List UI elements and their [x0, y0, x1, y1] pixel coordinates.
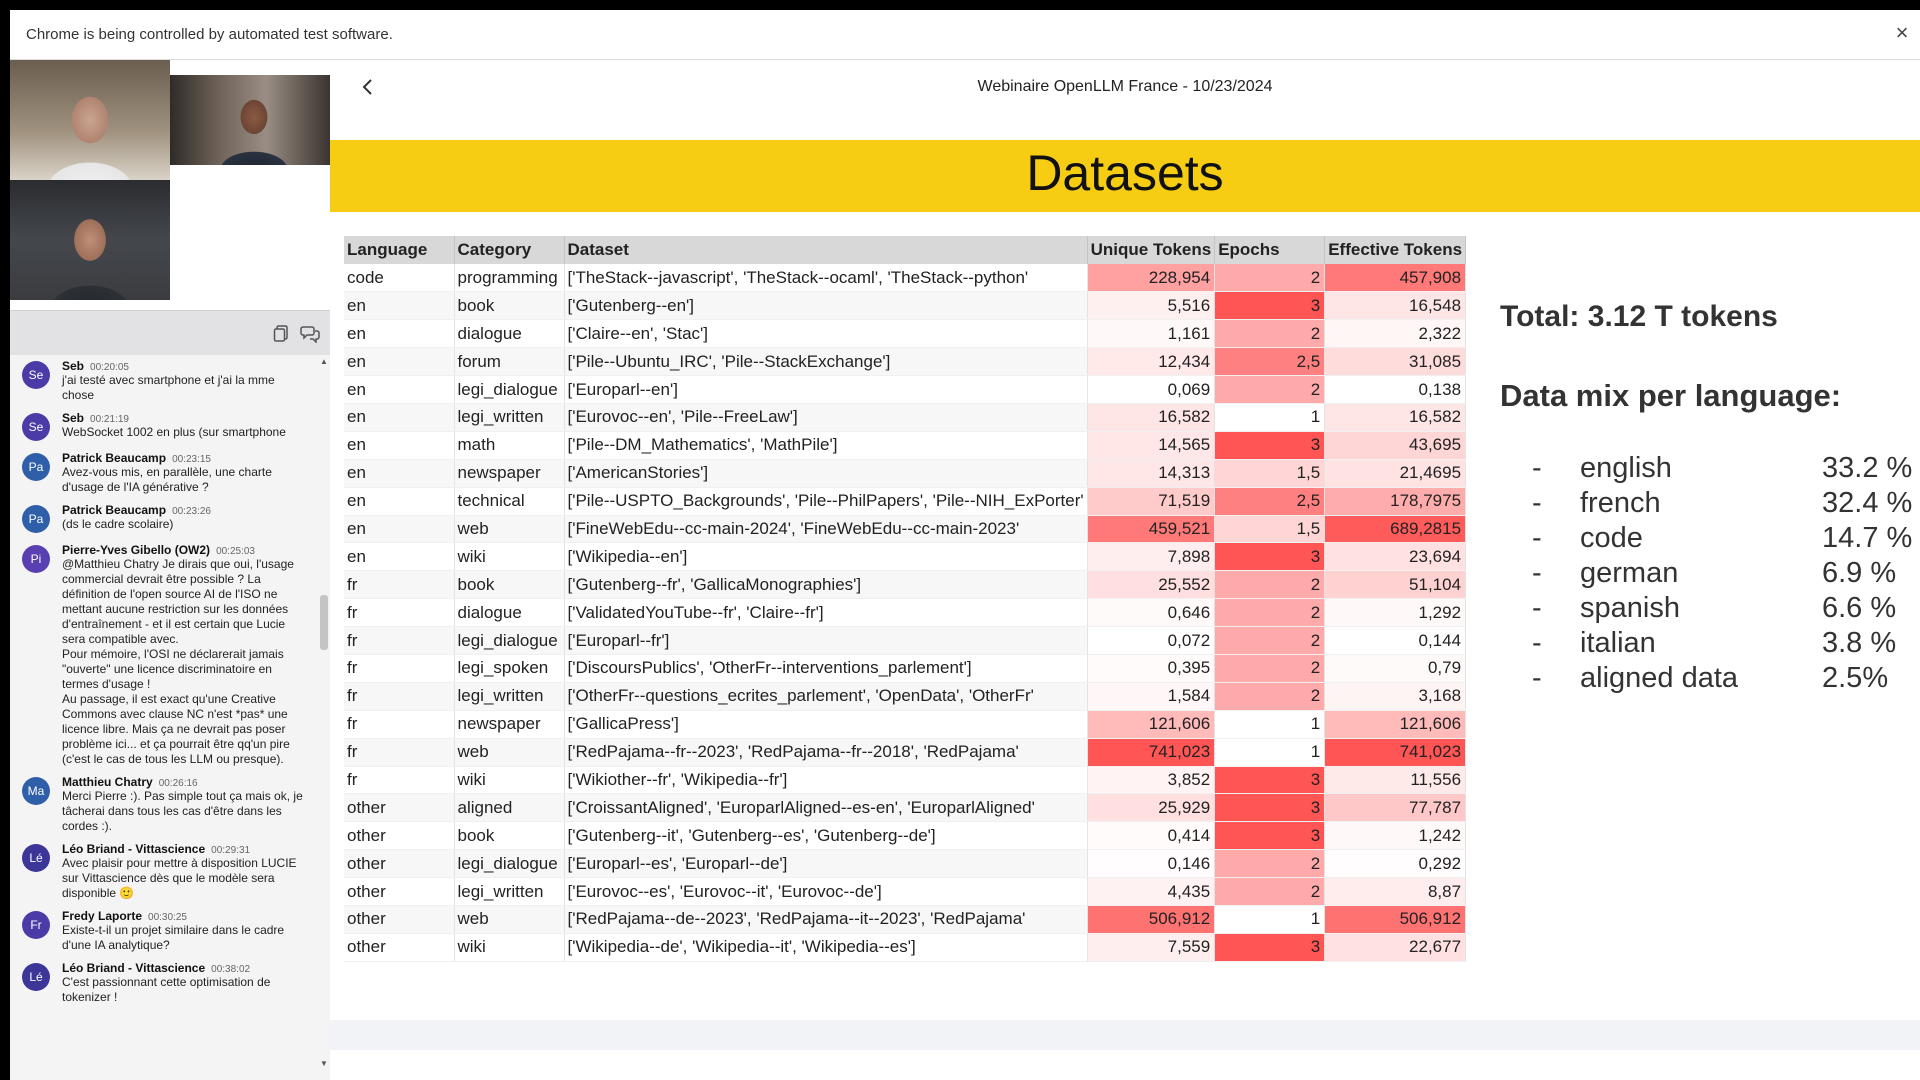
message-text: Merci Pierre :). Pas simple tout ça mais ok, je tâcherai dans tous les cas d'être dans les cordes :). [62, 789, 307, 833]
bullet-dash: - [1532, 662, 1542, 694]
table-row [344, 933, 1466, 961]
mix-percentage: 6.6 % [1822, 592, 1897, 624]
data-mix-list [1500, 452, 1920, 697]
cell-unique-tokens: 459,521 [1087, 515, 1215, 543]
message-author: Matthieu Chatry [62, 775, 153, 789]
cell-category: legi_dialogue [454, 850, 564, 878]
message-timestamp: 00:29:31 [211, 845, 251, 856]
data-mix-item [1500, 557, 1920, 592]
chat-message [10, 957, 320, 1009]
cell-effective-tokens: 77,787 [1325, 794, 1466, 822]
message-author: Léo Briand - Vittascience [62, 961, 206, 975]
cell-epochs: 1 [1215, 905, 1325, 933]
chat-toolbar [10, 310, 330, 355]
bullet-dash: - [1532, 487, 1542, 519]
table-row [344, 710, 1466, 738]
cell-dataset: ['Gutenberg--en'] [564, 292, 1087, 320]
cell-unique-tokens: 0,072 [1087, 627, 1215, 655]
cell-effective-tokens: 0,79 [1325, 654, 1466, 682]
mix-language: spanish [1580, 592, 1680, 624]
cell-epochs: 2 [1215, 627, 1325, 655]
cell-language: en [344, 515, 454, 543]
cell-language: other [344, 822, 454, 850]
message-text: Existe-t-il un projet similaire dans le cadre d'une IA analytique? [62, 923, 288, 952]
cell-language: en [344, 376, 454, 404]
cell-unique-tokens: 3,852 [1087, 766, 1215, 794]
message-header [62, 909, 310, 923]
cell-language: en [344, 459, 454, 487]
mix-percentage: 6.9 % [1822, 557, 1897, 589]
message-header [62, 775, 310, 789]
cell-effective-tokens: 51,104 [1325, 571, 1466, 599]
message-author: Léo Briand - Vittascience [62, 842, 206, 856]
cell-language: other [344, 933, 454, 961]
bullet-dash: - [1532, 627, 1542, 659]
cell-category: web [454, 738, 564, 766]
cell-language: fr [344, 599, 454, 627]
cell-dataset: ['RedPajama--de--2023', 'RedPajama--it--2023', 'RedPajama' [564, 905, 1087, 933]
message-timestamp: 00:26:16 [158, 778, 198, 789]
cell-category: dialogue [454, 599, 564, 627]
cell-dataset: ['OtherFr--questions_ecrites_parlement', 'OpenData', 'OtherFr' [564, 682, 1087, 710]
infobar-text: Chrome is being controlled by automated test software. [26, 26, 393, 43]
cell-language: en [344, 403, 454, 431]
cell-effective-tokens: 16,582 [1325, 403, 1466, 431]
cell-dataset: ['Pile--USPTO_Backgrounds', 'Pile--PhilPapers', 'Pile--NIH_ExPorter' [564, 487, 1087, 515]
cell-epochs: 3 [1215, 543, 1325, 571]
table-row [344, 599, 1466, 627]
cell-epochs: 2 [1215, 376, 1325, 404]
cell-effective-tokens: 21,4695 [1325, 459, 1466, 487]
browser-window [10, 10, 1920, 1080]
cell-dataset: ['Gutenberg--fr', 'GallicaMonographies'] [564, 571, 1087, 599]
message-header [62, 961, 310, 975]
mix-language: french [1580, 487, 1661, 519]
cell-language: other [344, 794, 454, 822]
cell-unique-tokens: 506,912 [1087, 905, 1215, 933]
bullet-dash: - [1532, 592, 1542, 624]
column-header: Epochs [1215, 236, 1325, 264]
column-header: Category [454, 236, 564, 264]
message-timestamp: 00:23:15 [172, 454, 211, 465]
column-header: Dataset [564, 236, 1087, 264]
cell-effective-tokens: 1,292 [1325, 599, 1466, 627]
data-mix-item [1500, 452, 1920, 487]
table-row [344, 654, 1466, 682]
cell-effective-tokens: 0,292 [1325, 850, 1466, 878]
avatar: Se [22, 413, 50, 441]
chat-message [10, 355, 320, 407]
cell-effective-tokens: 506,912 [1325, 905, 1466, 933]
data-mix-item [1500, 487, 1920, 522]
table-row [344, 264, 1466, 292]
cell-category: book [454, 571, 564, 599]
avatar: Lé [22, 963, 50, 991]
cell-category: legi_written [454, 403, 564, 431]
message-header [62, 842, 310, 856]
cell-unique-tokens: 14,565 [1087, 431, 1215, 459]
cell-dataset: ['Pile--Ubuntu_IRC', 'Pile--StackExchange'] [564, 348, 1087, 376]
avatar: Ma [22, 777, 50, 805]
mix-percentage: 2.5% [1822, 662, 1889, 694]
scroll-down-arrow-icon[interactable]: ▼ [320, 1059, 328, 1068]
cell-epochs: 3 [1215, 933, 1325, 961]
table-row [344, 543, 1466, 571]
cell-dataset: ['FineWebEdu--cc-main-2024', 'FineWebEdu--cc-main-2023' [564, 515, 1087, 543]
table-row [344, 738, 1466, 766]
cell-category: web [454, 905, 564, 933]
table-row [344, 822, 1466, 850]
cell-unique-tokens: 7,898 [1087, 543, 1215, 571]
chat-scrollbar[interactable] [317, 355, 330, 1070]
mix-language: german [1580, 557, 1679, 589]
cell-effective-tokens: 2,322 [1325, 320, 1466, 348]
mix-language: italian [1580, 627, 1656, 659]
cell-category: math [454, 431, 564, 459]
chat-message [10, 407, 320, 447]
cell-category: aligned [454, 794, 564, 822]
cell-unique-tokens: 7,559 [1087, 933, 1215, 961]
table-row [344, 459, 1466, 487]
copy-icon[interactable] [272, 323, 292, 343]
cell-category: newspaper [454, 459, 564, 487]
cell-dataset: ['Europarl--en'] [564, 376, 1087, 404]
cell-dataset: ['Wikiother--fr', 'Wikipedia--fr'] [564, 766, 1087, 794]
cell-category: web [454, 515, 564, 543]
cell-category: legi_spoken [454, 654, 564, 682]
cell-effective-tokens: 121,606 [1325, 710, 1466, 738]
chat-message [10, 838, 320, 905]
cell-unique-tokens: 1,584 [1087, 682, 1215, 710]
cell-unique-tokens: 1,161 [1087, 320, 1215, 348]
mix-percentage: 14.7 % [1822, 522, 1913, 554]
table-row [344, 850, 1466, 878]
table-row [344, 348, 1466, 376]
cell-epochs: 1,5 [1215, 515, 1325, 543]
mix-language: aligned data [1580, 662, 1739, 694]
cell-unique-tokens: 228,954 [1087, 264, 1215, 292]
cell-effective-tokens: 31,085 [1325, 348, 1466, 376]
cell-dataset: ['Eurovoc--es', 'Eurovoc--it', 'Eurovoc--de'] [564, 878, 1087, 906]
table-row [344, 905, 1466, 933]
mix-language: code [1580, 522, 1643, 554]
cell-epochs: 2,5 [1215, 348, 1325, 376]
cell-language: fr [344, 627, 454, 655]
message-text: @Matthieu Chatry Je dirais que oui, l'usage commercial devrait être possible ? La définition de l'open source AI de l'ISO ne mettant aucune restriction sur les données d'entraînement - et il est certain que Lucie sera compatible avec. Pour mémoire, l'OSI ne déclarerait jamais "ouverte" une licence discriminatoire en termes d'usage ! Au passage, il est exact qu'une Creative Commons avec clause NC n'est *pas* une licence libre. Mais ça ne devrait pas poser problème ici... et ça pourrait être qq'un pire (c'est le cas de tous les LLM ou presque). [62, 557, 294, 766]
cell-dataset: ['Eurovoc--en', 'Pile--FreeLaw'] [564, 403, 1087, 431]
cell-language: en [344, 431, 454, 459]
cell-unique-tokens: 5,516 [1087, 292, 1215, 320]
message-timestamp: 00:20:05 [90, 362, 129, 373]
cell-category: legi_dialogue [454, 376, 564, 404]
message-text: (ds le cadre scolaire) [62, 517, 174, 531]
cell-epochs: 3 [1215, 292, 1325, 320]
cell-effective-tokens: 11,556 [1325, 766, 1466, 794]
cell-epochs: 1,5 [1215, 459, 1325, 487]
cell-category: book [454, 822, 564, 850]
table-header-row [344, 236, 1466, 264]
slide-title: Datasets [1026, 145, 1224, 201]
cell-effective-tokens: 0,138 [1325, 376, 1466, 404]
cell-category: wiki [454, 543, 564, 571]
mix-percentage: 33.2 % [1822, 452, 1913, 484]
avatar: Pa [22, 453, 50, 481]
avatar: Pi [22, 545, 50, 573]
cell-category: legi_written [454, 878, 564, 906]
cell-epochs: 1 [1215, 710, 1325, 738]
cell-effective-tokens: 3,168 [1325, 682, 1466, 710]
cell-effective-tokens: 43,695 [1325, 431, 1466, 459]
cell-epochs: 3 [1215, 794, 1325, 822]
message-text: C'est passionnant cette optimisation de tokenizer ! [62, 975, 274, 1004]
bullet-dash: - [1532, 522, 1542, 554]
message-timestamp: 00:38:02 [211, 964, 251, 975]
cell-dataset: ['Gutenberg--it', 'Gutenberg--es', 'Gutenberg--de'] [564, 822, 1087, 850]
cell-category: wiki [454, 766, 564, 794]
video-grid [10, 60, 330, 310]
chat-message [10, 499, 320, 539]
chat-message [10, 905, 320, 957]
close-icon[interactable]: × [1895, 20, 1909, 45]
cell-language: fr [344, 682, 454, 710]
video-tile[interactable] [10, 180, 170, 300]
cell-dataset: ['ValidatedYouTube--fr', 'Claire--fr'] [564, 599, 1087, 627]
message-header [62, 451, 310, 465]
chat-bubbles-icon[interactable] [300, 323, 320, 343]
cell-unique-tokens: 71,519 [1087, 487, 1215, 515]
column-header: Language [344, 236, 454, 264]
slide-bottom-strip [330, 1020, 1920, 1050]
table-row [344, 292, 1466, 320]
video-tile[interactable] [170, 75, 330, 165]
data-mix-item [1500, 522, 1920, 557]
cell-dataset: ['Wikipedia--de', 'Wikipedia--it', 'Wikipedia--es'] [564, 933, 1087, 961]
data-mix-title: Data mix per language: [1500, 378, 1842, 413]
cell-effective-tokens: 23,694 [1325, 543, 1466, 571]
cell-language: fr [344, 571, 454, 599]
cell-dataset: ['Europarl--fr'] [564, 627, 1087, 655]
cell-epochs: 2 [1215, 654, 1325, 682]
column-header: Unique Tokens [1087, 236, 1215, 264]
left-panel [10, 60, 330, 1080]
cell-dataset: ['Pile--DM_Mathematics', 'MathPile'] [564, 431, 1087, 459]
bullet-dash: - [1532, 557, 1542, 589]
cell-epochs: 2 [1215, 320, 1325, 348]
cell-epochs: 2 [1215, 850, 1325, 878]
cell-unique-tokens: 25,929 [1087, 794, 1215, 822]
table-row [344, 878, 1466, 906]
cell-language: other [344, 905, 454, 933]
chat-message [10, 539, 320, 771]
cell-effective-tokens: 22,677 [1325, 933, 1466, 961]
cell-epochs: 1 [1215, 738, 1325, 766]
cell-epochs: 3 [1215, 766, 1325, 794]
cell-epochs: 3 [1215, 822, 1325, 850]
total-tokens: Total: 3.12 T tokens [1500, 300, 1778, 333]
avatar: Lé [22, 844, 50, 872]
message-author: Seb [62, 359, 85, 373]
message-timestamp: 00:25:03 [216, 546, 255, 557]
message-text: WebSocket 1002 en plus (sur smartphone [62, 425, 286, 439]
cell-effective-tokens: 178,7975 [1325, 487, 1466, 515]
datasets-table [344, 236, 1466, 962]
cell-category: programming [454, 264, 564, 292]
table-row [344, 431, 1466, 459]
cell-category: technical [454, 487, 564, 515]
data-mix-item [1500, 662, 1920, 697]
slide [330, 140, 1920, 1040]
cell-language: en [344, 487, 454, 515]
message-timestamp: 00:21:19 [90, 414, 129, 425]
cell-effective-tokens: 457,908 [1325, 264, 1466, 292]
presentation-stage [330, 60, 1920, 1080]
mix-language: english [1580, 452, 1672, 484]
message-timestamp: 00:23:26 [172, 506, 211, 517]
cell-epochs: 2 [1215, 682, 1325, 710]
cell-category: legi_dialogue [454, 627, 564, 655]
message-text: j'ai testé avec smartphone et j'ai la mme chose [62, 373, 279, 402]
cell-epochs: 2 [1215, 878, 1325, 906]
cell-unique-tokens: 121,606 [1087, 710, 1215, 738]
cell-epochs: 2 [1215, 264, 1325, 292]
message-author: Patrick Beaucamp [62, 503, 167, 517]
message-header [62, 359, 310, 373]
mix-percentage: 32.4 % [1822, 487, 1913, 519]
presentation-title: Webinaire OpenLLM France - 10/23/2024 [977, 78, 1273, 95]
cell-language: en [344, 348, 454, 376]
cell-category: book [454, 292, 564, 320]
data-mix-item [1500, 627, 1920, 662]
cell-unique-tokens: 0,395 [1087, 654, 1215, 682]
table-row [344, 403, 1466, 431]
cell-unique-tokens: 0,146 [1087, 850, 1215, 878]
table-row [344, 627, 1466, 655]
bullet-dash: - [1532, 452, 1542, 484]
table-row [344, 515, 1466, 543]
cell-unique-tokens: 0,414 [1087, 822, 1215, 850]
chat-message [10, 447, 320, 499]
cell-epochs: 3 [1215, 431, 1325, 459]
message-text: Avez-vous mis, en parallèle, une charte d'usage de l'IA générative ? [62, 465, 276, 494]
table-row [344, 682, 1466, 710]
cell-unique-tokens: 25,552 [1087, 571, 1215, 599]
cell-dataset: ['Claire--en', 'Stac'] [564, 320, 1087, 348]
avatar: Fr [22, 911, 50, 939]
cell-unique-tokens: 14,313 [1087, 459, 1215, 487]
table-row [344, 320, 1466, 348]
mix-percentage: 3.8 % [1822, 627, 1897, 659]
cell-language: fr [344, 710, 454, 738]
cell-epochs: 1 [1215, 403, 1325, 431]
message-author: Seb [62, 411, 85, 425]
table-row [344, 766, 1466, 794]
cell-language: other [344, 878, 454, 906]
table-row [344, 571, 1466, 599]
cell-dataset: ['Europarl--es', 'Europarl--de'] [564, 850, 1087, 878]
cell-effective-tokens: 16,548 [1325, 292, 1466, 320]
message-author: Pierre-Yves Gibello (OW2) [62, 543, 211, 557]
chat-message [10, 771, 320, 838]
summary-panel [1500, 300, 1920, 697]
cell-effective-tokens: 8,87 [1325, 878, 1466, 906]
column-header: Effective Tokens [1325, 236, 1466, 264]
cell-unique-tokens: 4,435 [1087, 878, 1215, 906]
cell-language: code [344, 264, 454, 292]
message-header [62, 503, 310, 517]
scroll-up-arrow-icon[interactable]: ▲ [320, 357, 328, 366]
cell-dataset: ['Wikipedia--en'] [564, 543, 1087, 571]
cell-unique-tokens: 741,023 [1087, 738, 1215, 766]
cell-dataset: ['CroissantAligned', 'EuroparlAligned--es-en', 'EuroparlAligned' [564, 794, 1087, 822]
message-text: Avec plaisir pour mettre à disposition LUCIE sur Vittascience dès que le modèle sera disponible 🙂 [62, 856, 300, 900]
cell-unique-tokens: 0,069 [1087, 376, 1215, 404]
message-timestamp: 00:30:25 [148, 912, 187, 923]
cell-language: fr [344, 766, 454, 794]
cell-effective-tokens: 689,2815 [1325, 515, 1466, 543]
cell-language: en [344, 320, 454, 348]
avatar: Se [22, 361, 50, 389]
data-mix-item [1500, 592, 1920, 627]
cell-effective-tokens: 741,023 [1325, 738, 1466, 766]
cell-dataset: ['TheStack--javascript', 'TheStack--ocaml', 'TheStack--python' [564, 264, 1087, 292]
cell-category: dialogue [454, 320, 564, 348]
cell-epochs: 2 [1215, 599, 1325, 627]
message-header [62, 543, 310, 557]
cell-category: legi_written [454, 682, 564, 710]
video-tile[interactable] [10, 60, 170, 180]
cell-epochs: 2,5 [1215, 487, 1325, 515]
cell-language: fr [344, 738, 454, 766]
cell-dataset: ['GallicaPress'] [564, 710, 1087, 738]
message-author: Fredy Laporte [62, 909, 143, 923]
cell-category: newspaper [454, 710, 564, 738]
automation-infobar [10, 10, 1920, 60]
cell-unique-tokens: 16,582 [1087, 403, 1215, 431]
table-row [344, 487, 1466, 515]
cell-language: fr [344, 654, 454, 682]
table-row [344, 794, 1466, 822]
cell-effective-tokens: 0,144 [1325, 627, 1466, 655]
cell-category: forum [454, 348, 564, 376]
message-header [62, 411, 310, 425]
slide-title-band [330, 140, 1920, 212]
cell-unique-tokens: 0,646 [1087, 599, 1215, 627]
cell-dataset: ['AmericanStories'] [564, 459, 1087, 487]
table-row [344, 376, 1466, 404]
cell-effective-tokens: 1,242 [1325, 822, 1466, 850]
message-author: Patrick Beaucamp [62, 451, 167, 465]
cell-language: en [344, 543, 454, 571]
cell-language: other [344, 850, 454, 878]
cell-dataset: ['DiscoursPublics', 'OtherFr--interventions_parlement'] [564, 654, 1087, 682]
cell-language: en [344, 292, 454, 320]
scrollbar-thumb[interactable] [320, 595, 328, 650]
cell-dataset: ['RedPajama--fr--2023', 'RedPajama--fr--2018', 'RedPajama' [564, 738, 1087, 766]
cell-category: wiki [454, 933, 564, 961]
stage-header [330, 60, 1920, 116]
cell-epochs: 2 [1215, 571, 1325, 599]
cell-unique-tokens: 12,434 [1087, 348, 1215, 376]
avatar: Pa [22, 505, 50, 533]
chat-messages[interactable] [10, 355, 320, 1070]
